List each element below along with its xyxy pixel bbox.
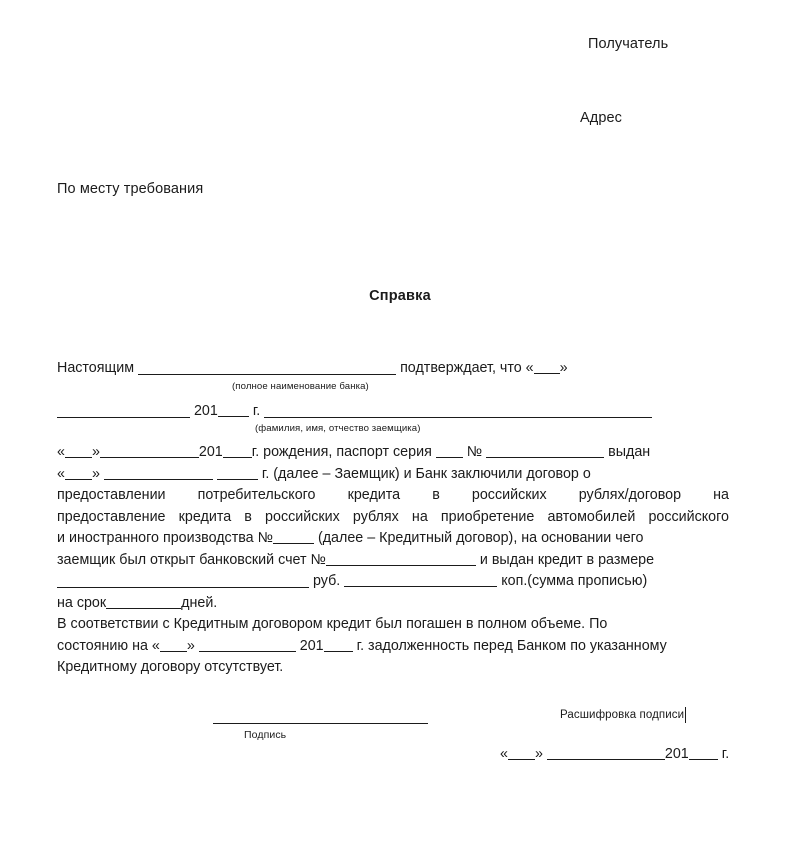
status-day-blank[interactable]: [160, 651, 187, 652]
line12-text-b: г. задолженность перед Банком по указанному: [356, 637, 667, 654]
sig-month-blank[interactable]: [547, 759, 665, 760]
body-line-8: [57, 550, 729, 572]
body-line-12: [57, 636, 729, 658]
bank-name-caption: (полное наименование банка): [232, 381, 369, 392]
line4-close-quote: »: [91, 465, 100, 482]
amount-rub-blank[interactable]: [57, 587, 309, 588]
term-days-blank[interactable]: [106, 608, 181, 609]
signature-date-line: [500, 746, 729, 762]
line7-no: №: [257, 530, 273, 546]
month-blank-1[interactable]: [57, 417, 190, 418]
status-month-blank[interactable]: [199, 651, 296, 652]
status-year-blank[interactable]: [324, 651, 353, 652]
line3-no: №: [466, 444, 483, 460]
signature-decode-label: Расшифровка подписи: [560, 709, 685, 721]
text-caret: [685, 707, 686, 723]
line3-text-a: г. рождения, паспорт серия: [251, 444, 432, 460]
line8-no: №: [310, 551, 326, 568]
sig-date-year: 201: [664, 746, 689, 762]
line3-year: 201: [198, 444, 223, 460]
line12-text-a: состоянию на «: [57, 637, 160, 654]
line11-text: В соответствии с Кредитным договором кредит был погашен в полном объеме. По: [57, 616, 608, 632]
borrower-name-caption: (фамилия, имя, отчество заемщика): [255, 422, 421, 434]
line9-kop: коп.(сумма прописью): [501, 573, 648, 589]
line1-prefix: Настоящим: [57, 360, 135, 376]
birth-year-blank[interactable]: [223, 457, 252, 458]
line12-year: 201: [299, 637, 324, 654]
account-number-blank[interactable]: [326, 565, 476, 566]
issue-year-blank[interactable]: [217, 479, 258, 480]
line10-text-a: на срок: [57, 594, 107, 611]
line1-suffix: »: [559, 360, 568, 376]
line5-text: предоставлении потребительского кредита в российских рублях/договор на: [57, 487, 729, 503]
body-line-4: [57, 464, 729, 486]
body-line-11: [57, 614, 729, 636]
sig-date-open-quote: «: [500, 746, 508, 762]
issue-month-blank[interactable]: [104, 479, 213, 480]
signature-rule[interactable]: [213, 723, 428, 724]
year-blank-1[interactable]: [218, 416, 249, 417]
line3-text-b: выдан: [608, 444, 651, 460]
line1-middle: подтверждает, что «: [400, 360, 534, 376]
sig-date-g: г.: [721, 746, 730, 762]
line10-text-b: дней.: [181, 594, 218, 611]
sig-year-blank[interactable]: [689, 759, 718, 760]
body-line-3: [57, 442, 729, 464]
amount-kop-blank[interactable]: [344, 586, 497, 587]
line6-text: предоставление кредита в российских рублях на приобретение автомобилей российского: [57, 508, 729, 525]
body-line-6: [57, 507, 729, 529]
line4-open-quote: «: [57, 465, 65, 482]
line3-close-quote: »: [91, 444, 100, 460]
signature-label: Подпись: [244, 729, 287, 741]
sig-day-blank[interactable]: [508, 759, 535, 760]
document-body: [57, 358, 729, 679]
on-demand-label: По месту требования: [57, 181, 204, 197]
body-line-5: [57, 485, 729, 507]
bank-name-blank[interactable]: [138, 374, 396, 375]
birth-day-blank[interactable]: [65, 457, 92, 458]
line3-open-quote: «: [57, 444, 65, 460]
line13-text: Кредитному договору отсутствует.: [57, 659, 284, 675]
sig-date-close-quote: »: [534, 746, 543, 762]
contract-number-blank[interactable]: [273, 543, 314, 544]
address-label: Адрес: [580, 110, 623, 126]
passport-number-blank[interactable]: [486, 457, 604, 458]
body-line-1: [57, 358, 729, 392]
body-line-9: [57, 571, 729, 593]
passport-series-blank[interactable]: [436, 457, 463, 458]
line7-text-a: и иностранного производства: [57, 530, 254, 546]
line8-text-a: заемщик был открыт банковский счет: [57, 551, 307, 568]
line9-rub: руб.: [312, 573, 341, 589]
line2-year: 201: [193, 402, 218, 419]
day-blank-1[interactable]: [534, 373, 560, 374]
issue-day-blank[interactable]: [65, 479, 92, 480]
body-line-13: [57, 657, 729, 679]
body-line-10: [57, 593, 729, 615]
page-title: Справка: [369, 288, 431, 304]
line7-text-b: (далее – Кредитный договор), на основании чего: [317, 530, 644, 546]
birth-month-blank[interactable]: [100, 457, 199, 458]
line2-g: г.: [252, 402, 261, 419]
line12-close-quote: »: [186, 637, 195, 654]
line8-text-b: и выдан кредит в размере: [479, 551, 655, 568]
line4-text: г. (далее – Заемщик) и Банк заключили договор о: [261, 465, 591, 482]
body-line-2: [57, 401, 729, 434]
recipient-label: Получатель: [588, 36, 669, 52]
body-line-7: [57, 528, 729, 550]
